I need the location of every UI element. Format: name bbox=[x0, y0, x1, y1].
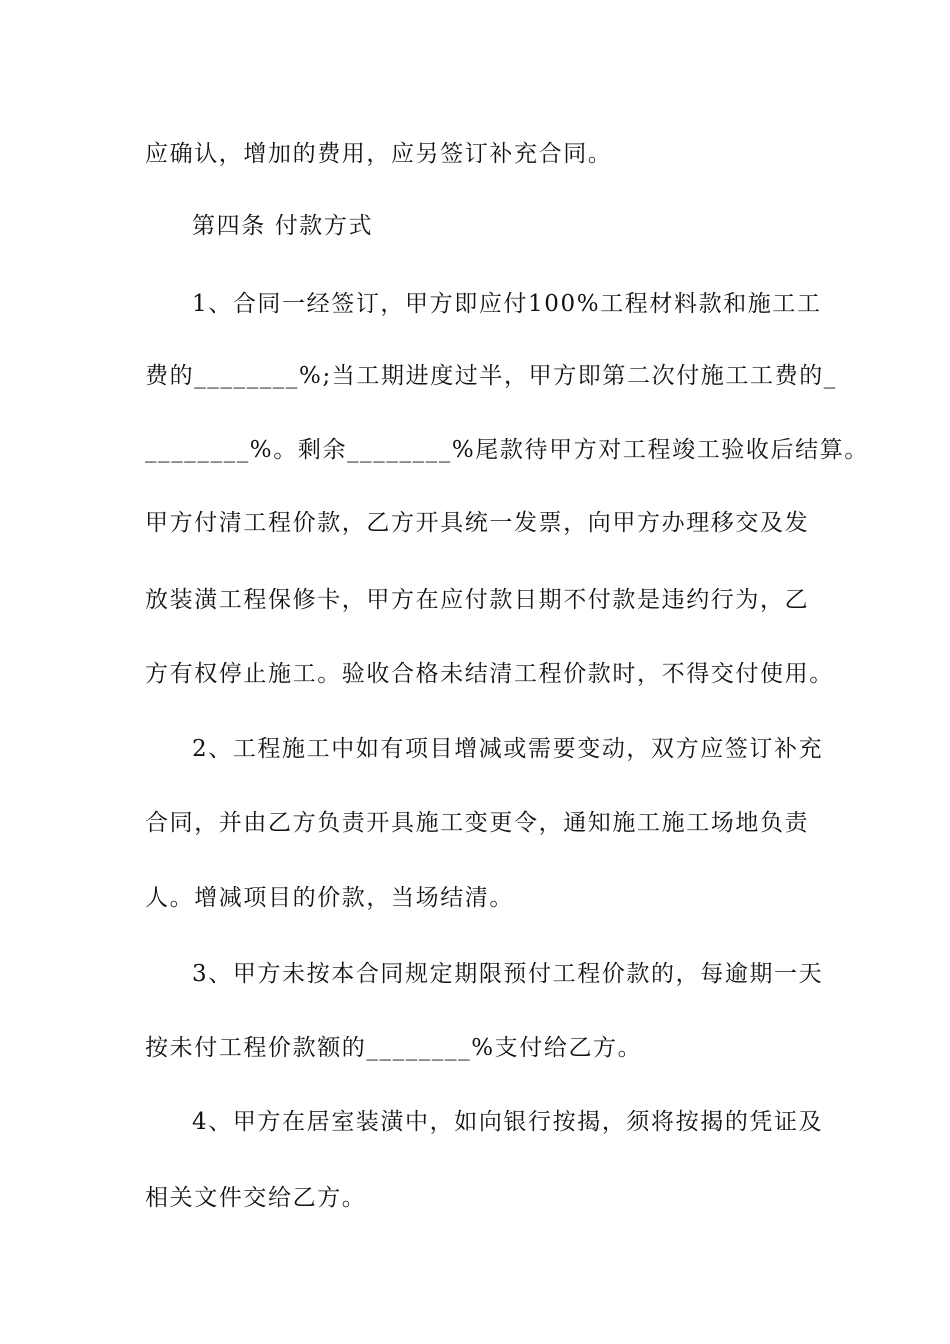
paragraph-line: 合同，并由乙方负责开具施工变更令，通知施工施工场地负责 bbox=[145, 810, 810, 836]
paragraph-line: 4、甲方在居室装潢中，如向银行按揭，须将按揭的凭证及 bbox=[192, 1109, 824, 1135]
paragraph-line: 2、工程施工中如有项目增减或需要变动，双方应签订补充 bbox=[192, 736, 824, 762]
paragraph-line: 3、甲方未按本合同规定期限预付工程价款的，每逾期一天 bbox=[192, 961, 824, 987]
paragraph-line: 甲方付清工程价款，乙方开具统一发票，向甲方办理移交及发 bbox=[145, 510, 810, 536]
section-heading: 第四条 付款方式 bbox=[192, 213, 374, 239]
paragraph-line: 应确认，增加的费用，应另签订补充合同。 bbox=[145, 141, 613, 167]
paragraph-line: 费的________%;当工期进度过半，甲方即第二次付施工工费的_ bbox=[145, 363, 837, 389]
paragraph-line: ________%。剩余________%尾款待甲方对工程竣工验收后结算。 bbox=[145, 437, 869, 463]
paragraph-line: 方有权停止施工。验收合格未结清工程价款时，不得交付使用。 bbox=[145, 661, 834, 687]
paragraph-line: 放装潢工程保修卡，甲方在应付款日期不付款是违约行为，乙 bbox=[145, 587, 810, 613]
paragraph-line: 按未付工程价款额的________%支付给乙方。 bbox=[145, 1035, 643, 1061]
paragraph-line: 相关文件交给乙方。 bbox=[145, 1185, 367, 1211]
paragraph-line: 人。增减项目的价款，当场结清。 bbox=[145, 885, 514, 911]
paragraph-line: 1、合同一经签订，甲方即应付100%工程材料款和施工工 bbox=[192, 291, 822, 317]
